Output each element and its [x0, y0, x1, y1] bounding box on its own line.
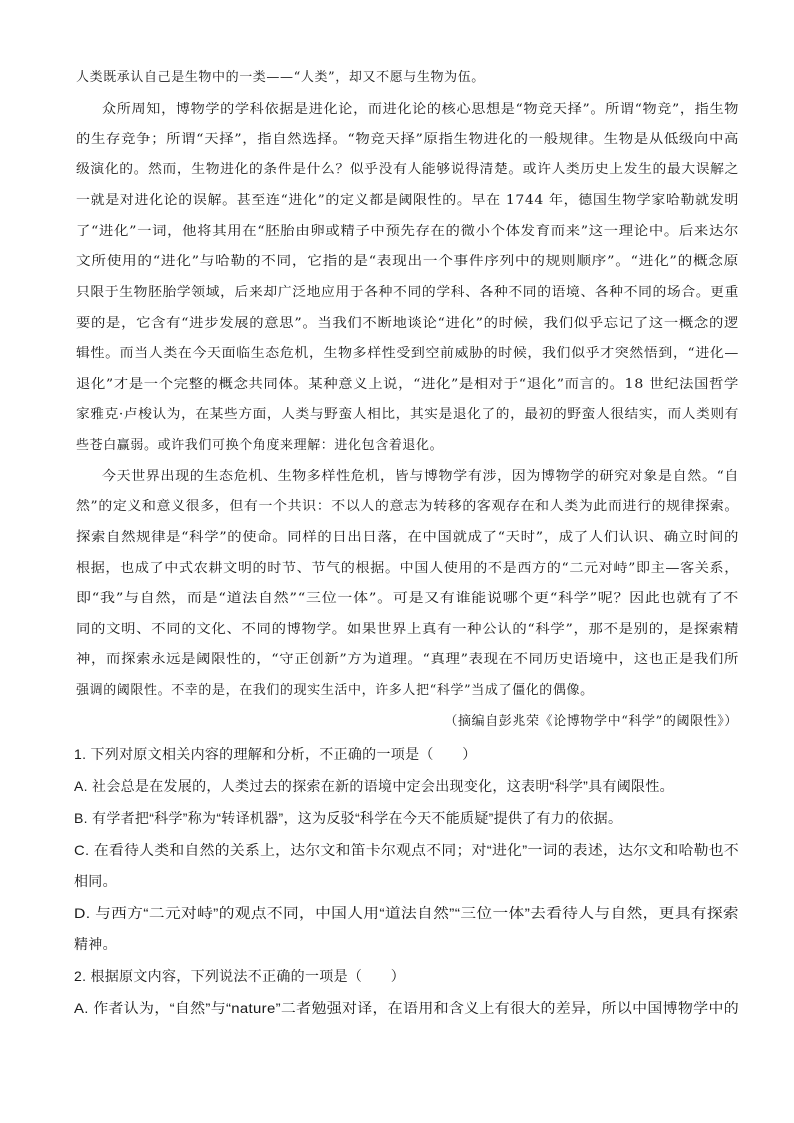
- source-citation: （摘编自彭兆荣《论博物学中“科学”的阈限性》）: [444, 714, 738, 729]
- passage-line: 退化”才是一个完整的概念共同体。某种意义上说，“进化”是相对于“退化”而言的。18 世纪法国哲学: [76, 377, 739, 392]
- passage-line: 强调的阈限性。不幸的是，在我们的现实生活中，许多人把“科学”当成了僵化的偶像。: [76, 683, 594, 698]
- passage-line: 众所周知，博物学的学科依据是进化论，而进化论的核心思想是“物竞天择”。所谓“物竞”，指生物: [102, 102, 739, 117]
- passage-line: 文所使用的“进化”与哈勒的不同，它指的是“表现出一个事件序列中的规则顺序”。“进化”的概念原: [76, 254, 739, 269]
- passage-line: 今天世界出现的生态危机、生物多样性危机，皆与博物学有涉，因为博物学的研究对象是自然。“自: [102, 469, 739, 484]
- question-stem: 1. 下列对原文相关内容的理解和分析，不正确的一项是（ ）: [74, 746, 477, 762]
- passage-line: 了“进化”一词，他将其用在“胚胎由卵或精子中预先存在的微小个体发育而来”这一理论中。后来达尔: [76, 224, 739, 239]
- passage-line: 一就是对进化论的误解。甚至连“进化”的定义都是阈限性的。早在 1744 年，德国生物学家哈勒就发明: [76, 193, 739, 208]
- option-a: A. 社会总是在发展的，人类过去的探索在新的语境中定会出现变化，这表明“科学”具有阈限性。: [74, 778, 674, 794]
- passage-line: 辑性。而当人类在今天面临生态危机，生物多样性受到空前威胁的时候，我们似乎才突然悟到，“进化—: [76, 346, 739, 361]
- passage-line: 只限于生物胚胎学领域，后来却广泛地应用于各种不同的学科、各种不同的语境、各种不同的场合。更重: [76, 285, 739, 300]
- passage-line: 些苍白赢弱。或许我们可换个角度来理解：进化包含着退化。: [76, 438, 444, 453]
- option-c: C. 在看待人类和自然的关系上，达尔文和笛卡尔观点不同；对“进化”一词的表述，达尔文和哈勒也不: [74, 842, 739, 858]
- passage-line: 探索自然规律是“科学”的使命。同样的日出日落，在中国就成了“天时”，成了人们认识、确立时间的: [76, 530, 739, 545]
- passage-line: 的生存竞争；所谓“天择”，指自然选择。“物竞天择”原指生物进化的一般规律。生物是从低级向中高: [76, 132, 739, 147]
- passage-line: 同的文明、不同的文化、不同的博物学。如果世界上真有一种公认的“科学”，那不是别的，是探索精: [76, 622, 739, 637]
- option-c-continued: 相同。: [74, 873, 117, 889]
- passage-line: 即“我”与自然，而是“道法自然”“三位一体”。可是又有谁能说哪个更“科学”呢？因此也就有了不: [76, 591, 739, 606]
- option-a: A. 作者认为，“自然”与“nature”二者勉强对译，在语用和含义上有很大的差异，所以中国博物学中的: [74, 1000, 739, 1016]
- option-d: D. 与西方“二元对峙”的观点不同，中国人用“道法自然”“三位一体”去看待人与自然，更具有探索: [74, 905, 739, 921]
- question-stem: 2. 根据原文内容，下列说法不正确的一项是（ ）: [74, 968, 406, 984]
- option-d-continued: 精神。: [74, 936, 117, 952]
- option-b: B. 有学者把“科学”称为“转译机器”，这为反驳“科学在今天不能质疑”提供了有力的依据。: [74, 810, 623, 826]
- passage-line: 人类既承认自己是生物中的一类——“人类”，却又不愿与生物为伍。: [76, 70, 485, 85]
- passage-line: 根据，也成了中式农耕文明的时节、节气的根据。中国人使用的不是西方的“二元对峙”即主—客关系，: [76, 561, 740, 576]
- passage-line: 然”的定义和意义很多，但有一个共识：不以人的意志为转移的客观存在和人类为此而进行的规律探索。: [76, 499, 739, 514]
- passage-line: 要的是，它含有“进步发展的意思”。当我们不断地谈论“进化”的时候，我们似乎忘记了这一概念的逻: [76, 316, 739, 331]
- passage-line: 家雅克·卢梭认为，在某些方面，人类与野蛮人相比，其实是退化了的，最初的野蛮人很结实，而人类则有: [76, 407, 739, 422]
- passage-line: 神，而探索永远是阈限性的，“守正创新”方为道理。“真理”表现在不同历史语境中，这也正是我们所: [76, 652, 739, 667]
- passage-line: 级演化的。然而，生物进化的条件是什么？似乎没有人能够说得清楚。或许人类历史上发生的最大误解之: [76, 162, 739, 177]
